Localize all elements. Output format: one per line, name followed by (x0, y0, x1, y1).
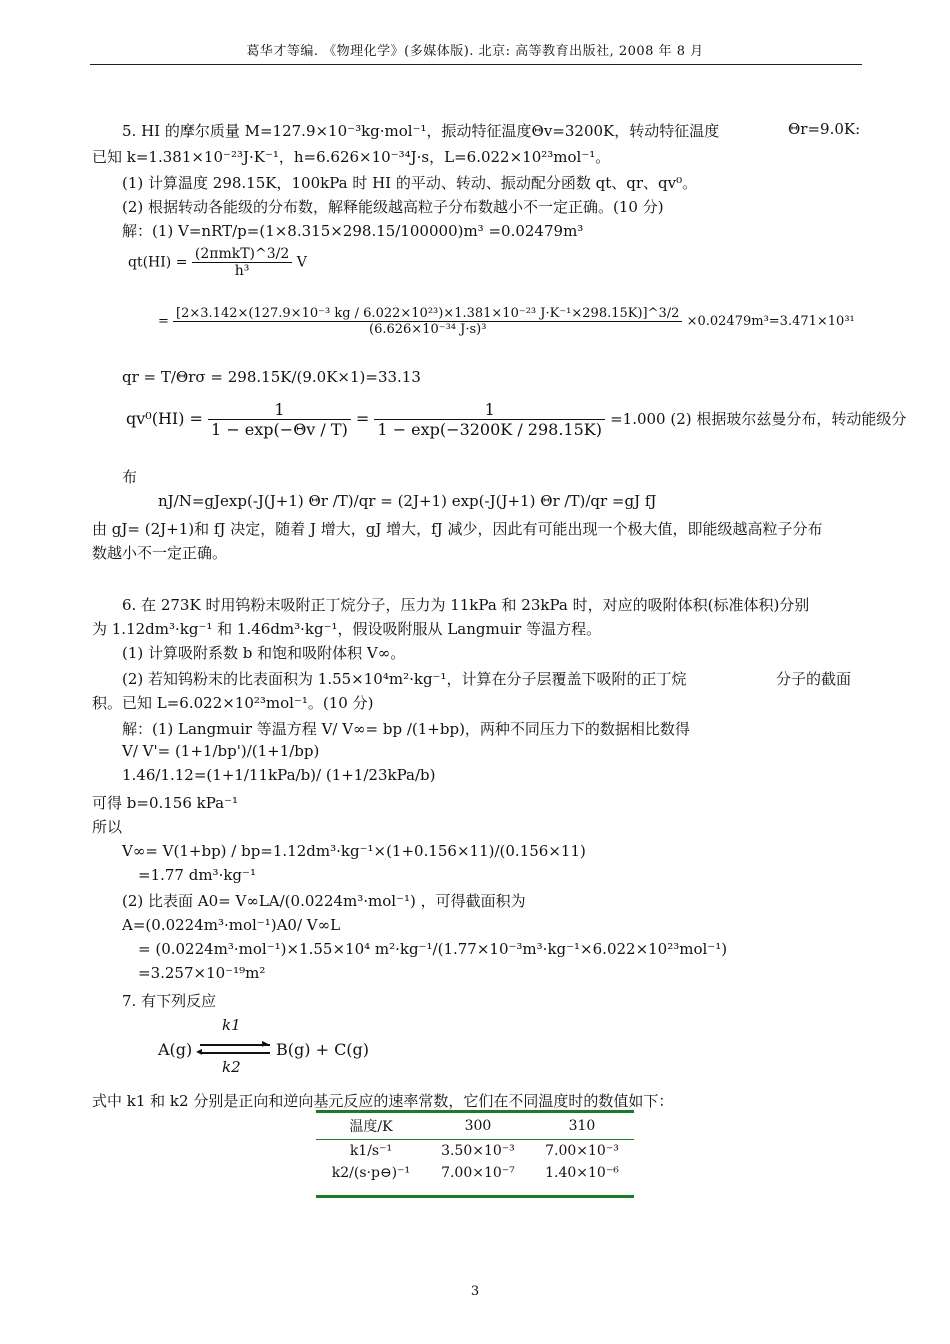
rate-constants-table (316, 1110, 634, 1198)
q6-line-6: 解：(1) Langmuir 等温方程 V/ V∞= bp /(1+bp)，两种不同压力下的数据相比数得 (122, 720, 690, 738)
qt-volume: V (296, 254, 307, 271)
forward-arrow-head: ▸ (262, 1036, 269, 1050)
rate-k2-label: k2 (222, 1058, 241, 1076)
q5-line-1-right: Θr=9.0K: (788, 120, 861, 138)
header-300: 300 (464, 1118, 492, 1134)
q6-line-13: (2) 比表面 A0= V∞LA/(0.0224m³·mol⁻¹) ，可得截面积为 (122, 892, 526, 910)
q6-line-4a: (2) 若知钨粉末的比表面积为 1.55×10⁴m²·kg⁻¹，计算在分子层覆盖下吸附的正丁烷 (122, 670, 687, 688)
qv-lhs: qv⁰(HI) = (126, 409, 203, 428)
q6-line-3: (1) 计算吸附系数 b 和饱和吸附体积 V∞。 (122, 644, 406, 662)
k2-label: k2/(s·p⊖)⁻¹ (331, 1165, 411, 1181)
k1-label: k1/s⁻¹ (349, 1143, 393, 1159)
q5-line-2: 已知 k=1.381×10⁻²³J·K⁻¹，h=6.626×10⁻³⁴J·s，L=6.022×10²³mol⁻¹。 (92, 148, 611, 166)
q6-line-12: =1.77 dm³·kg⁻¹ (138, 866, 256, 884)
qt-calc-result: ×0.02479m³=3.471×10³¹ (686, 314, 855, 329)
q6-line-11: V∞= V(1+bp) / bp=1.12dm³·kg⁻¹×(1+0.156×11)/(0.156×11) (122, 842, 586, 860)
q5-line-5: 解：(1) V=nRT/p=(1×8.315×298.15/100000)m³ =0.02479m³ (122, 222, 584, 240)
qv-formula (126, 400, 906, 439)
q6-line-16: =3.257×10⁻¹⁹m² (138, 964, 266, 982)
q6-line-2: 为 1.12dm³·kg⁻¹ 和 1.46dm³·kg⁻¹，假设吸附服从 Langmuir 等温方程。 (92, 620, 602, 638)
reverse-arrow-head: ◂ (196, 1044, 203, 1058)
q5-line-7: nJ/N=gJexp(-J(J+1) Θr /T)/qr = (2J+1) exp(-J(J+1) Θr /T)/qr =gJ fJ (158, 492, 657, 510)
qv-fraction-1 (208, 400, 351, 439)
q6-line-7: V/ V'= (1+1/bp')/(1+1/bp) (122, 742, 320, 760)
products: B(g) + C(g) (276, 1040, 370, 1059)
header-temperature: 温度/K (349, 1119, 393, 1135)
qv-numerator-2: 1 (374, 400, 605, 420)
qt-calc-fraction (173, 306, 682, 337)
qt-lhs: qt(HI) = (128, 254, 188, 271)
q6-line-1: 6. 在 273K 时用钨粉末吸附正丁烷分子，压力为 11kPa 和 23kPa 时，对应的吸附体积(标准体积)分别 (122, 596, 810, 614)
qv-fraction-2 (374, 400, 605, 439)
q6-line-14: A=(0.0224m³·mol⁻¹)A0/ V∞L (122, 916, 341, 934)
qt-numerator: (2πmkT)^3/2 (192, 246, 292, 263)
qt-calc-denominator: (6.626×10⁻³⁴ J·s)³ (369, 322, 487, 337)
q5-line-3: (1) 计算温度 298.15K，100kPa 时 HI 的平动、转动、振动配分函数 qt、qr、qv⁰。 (122, 174, 698, 192)
k1-310: 7.00×10⁻³ (545, 1143, 619, 1159)
q6-line-15: = (0.0224m³·mol⁻¹)×1.55×10⁴ m²·kg⁻¹/(1.77×10⁻³m³·kg⁻¹×6.022×10²³mol⁻¹) (138, 940, 728, 958)
qv-denominator-2: 1 − exp(−3200K / 298.15K) (377, 420, 602, 439)
qv-denominator-1: 1 − exp(−Θv / T) (211, 420, 348, 439)
k1-300: 3.50×10⁻³ (441, 1143, 515, 1159)
rate-k1-label: k1 (222, 1016, 241, 1034)
forward-arrow-shaft (200, 1044, 270, 1046)
qv-result: =1.000 (2) 根据玻尔兹曼分布，转动能级分 (610, 410, 907, 428)
qt-formula (128, 246, 307, 279)
q6-line-9: 可得 b=0.156 kPa⁻¹ (92, 794, 239, 812)
qt-calc-numerator: [2×3.142×(127.9×10⁻³ kg / 6.022×10²³)×1.381×10⁻²³ J·K⁻¹×298.15K)]^3/2 (173, 306, 682, 322)
header-rule (90, 64, 862, 65)
reactant: A(g) (158, 1040, 193, 1059)
k2-310: 1.40×10⁻⁶ (545, 1165, 619, 1181)
table-header-row (316, 1112, 634, 1140)
qr-formula: qr = T/Θrσ = 298.15K/(9.0K×1)=33.13 (122, 368, 421, 386)
q7-line-2: 式中 k1 和 k2 分别是正向和逆向基元反应的速率常数，它们在不同温度时的数值如下： (92, 1092, 674, 1110)
q5-line-1: 5. HI 的摩尔质量 M=127.9×10⁻³kg·mol⁻¹，振动特征温度Θv=3200K，转动特征温度 (122, 122, 720, 140)
q5-line-9: 数越小不一定正确。 (92, 544, 228, 562)
reverse-arrow-shaft (200, 1052, 270, 1054)
q5-line-8: 由 gJ= (2J+1)和 fJ 决定，随着 J 增大，gJ 增大，fJ 减少，因此有可能出现一个极大值，即能级越高粒子分布 (92, 520, 823, 538)
header-310: 310 (568, 1118, 596, 1134)
qt-fraction (192, 246, 292, 279)
qt-calc (158, 306, 855, 337)
q6-line-8: 1.46/1.12=(1+1/11kPa/b)/ (1+1/23kPa/b) (122, 766, 436, 784)
q7-line-1: 7. 有下列反应 (122, 992, 217, 1010)
table-row-k2 (316, 1162, 634, 1197)
qv-numerator-1: 1 (208, 400, 351, 420)
qt-denominator: h³ (234, 263, 250, 279)
page-header: 葛华才等编. 《物理化学》(多媒体版). 北京: 高等教育出版社, 2008 年 8 月 (246, 44, 704, 59)
qv-eq: = (355, 409, 370, 428)
q6-line-4b: 分子的截面 (776, 670, 852, 688)
qt-calc-eq: = (158, 314, 169, 329)
q6-line-5: 积。已知 L=6.022×10²³mol⁻¹。(10 分) (92, 694, 374, 712)
q5-line-6: 布 (122, 468, 138, 486)
table-row-k1 (316, 1140, 634, 1163)
page-number: 3 (470, 1284, 480, 1299)
q5-line-4: (2) 根据转动各能级的分布数，解释能级越高粒子分布数越小不一定正确。(10 分) (122, 198, 664, 216)
k2-300: 7.00×10⁻⁷ (441, 1165, 515, 1181)
q6-line-10: 所以 (92, 818, 123, 836)
